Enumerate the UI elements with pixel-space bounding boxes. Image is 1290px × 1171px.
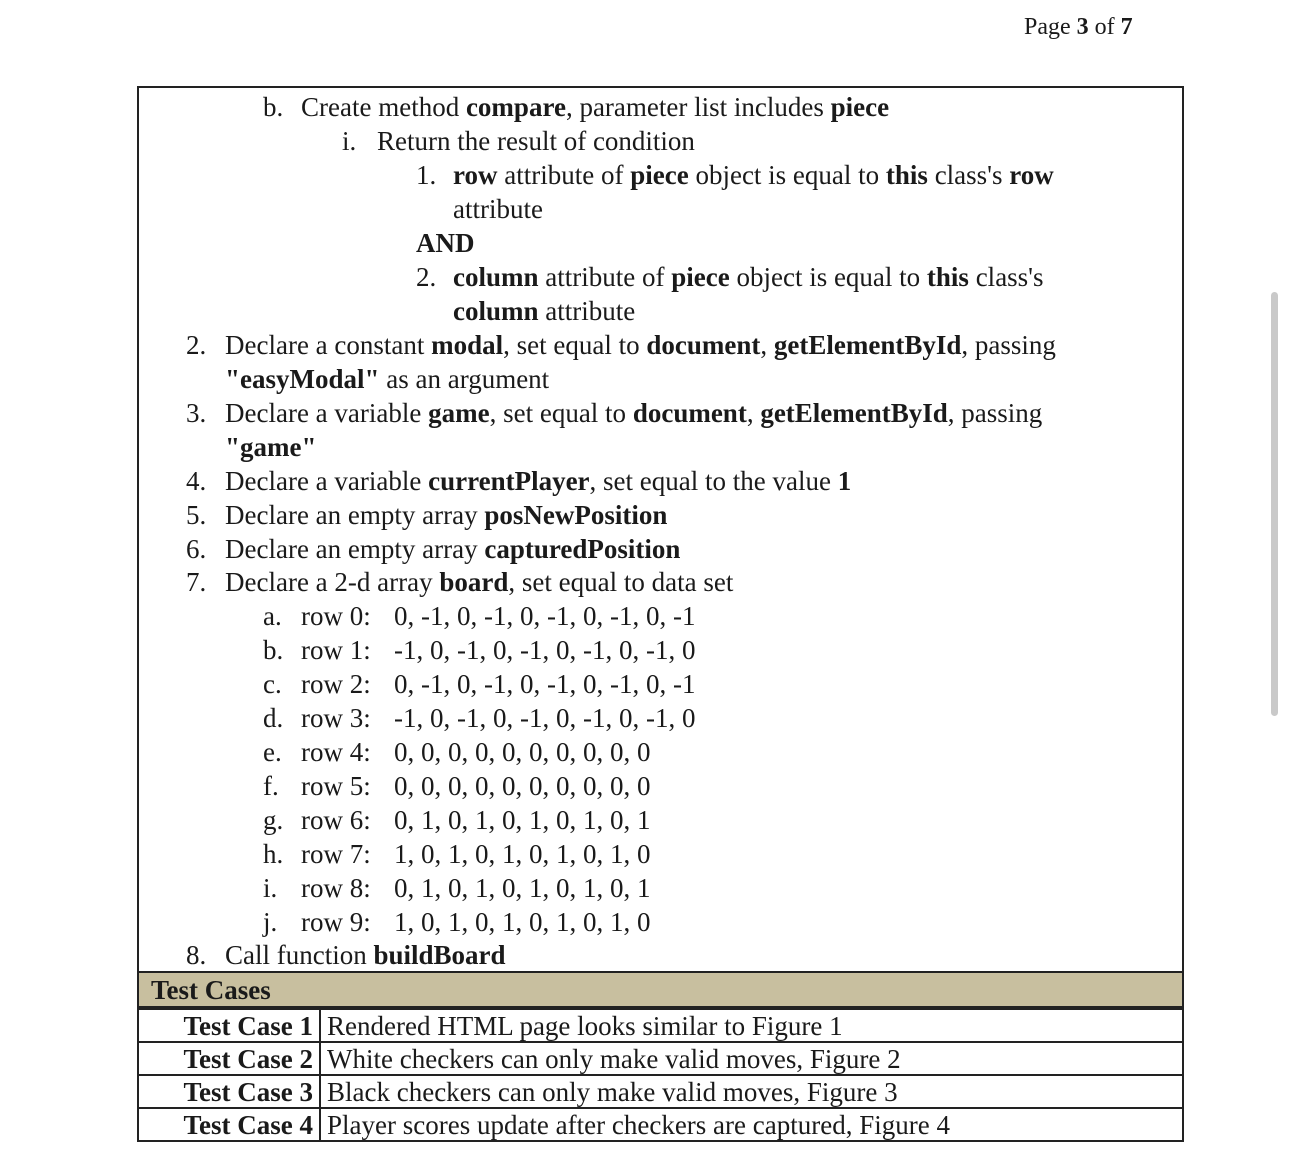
keyword: document	[632, 398, 747, 428]
text: 0, 0, 0, 0, 0, 0, 0, 0, 0, 0	[394, 737, 651, 767]
text: row 3:	[301, 703, 371, 733]
text: row 4:	[301, 737, 371, 767]
text: , set equal to the value	[589, 466, 838, 496]
step-b-marker: b.	[263, 92, 284, 122]
text: attribute of	[497, 160, 631, 190]
keyword: getElementById	[773, 330, 962, 360]
keyword: column	[453, 296, 539, 326]
step-8-line	[186, 938, 506, 972]
step-2-continuation	[225, 362, 549, 396]
test-case-description: White checkers can only make valid moves, Figure 2	[320, 1042, 1183, 1075]
text: object is equal to	[729, 262, 927, 292]
page-prefix: Page	[1024, 14, 1077, 40]
text: b.	[263, 635, 284, 665]
board-row	[263, 667, 695, 701]
page-number	[1024, 12, 1133, 42]
keyword: board	[439, 567, 509, 597]
text: -1, 0, -1, 0, -1, 0, -1, 0, -1, 0	[394, 703, 696, 733]
text: row 7:	[301, 839, 371, 869]
text: row 0:	[301, 601, 371, 631]
text: 1, 0, 1, 0, 1, 0, 1, 0, 1, 0	[394, 907, 651, 937]
test-case-description: Black checkers can only make valid moves, Figure 3	[320, 1075, 1183, 1108]
step-4-marker: 4.	[186, 466, 207, 496]
condition-2-continuation	[453, 294, 635, 328]
step-2-line	[186, 328, 1056, 362]
board-row	[263, 905, 651, 939]
text: row 6:	[301, 805, 371, 835]
text: j.	[263, 907, 278, 937]
text: -1, 0, -1, 0, -1, 0, -1, 0, -1, 0	[394, 635, 696, 665]
board-row	[263, 803, 651, 837]
step-b-i-marker: i.	[342, 126, 357, 156]
keyword: "game"	[225, 432, 317, 462]
text: ,	[746, 398, 761, 428]
condition-2-line	[416, 260, 1044, 294]
text: , set equal to	[503, 330, 647, 360]
text: , passing	[947, 398, 1043, 428]
keyword: this	[926, 262, 969, 292]
step-2-marker: 2.	[186, 330, 207, 360]
text: Declare a constant	[225, 330, 432, 360]
test-case-description: Rendered HTML page looks similar to Figure 1	[320, 1009, 1183, 1042]
text: class's	[927, 160, 1010, 190]
keyword: document	[646, 330, 761, 360]
board-row	[263, 837, 651, 871]
text: Declare an empty array	[225, 500, 485, 530]
table-row	[138, 1009, 1183, 1042]
text: attribute	[538, 296, 636, 326]
keyword: AND	[416, 228, 475, 258]
text: ,	[760, 330, 774, 360]
board-row	[263, 735, 651, 769]
keyword: modal	[431, 330, 504, 360]
text: row 2:	[301, 669, 371, 699]
step-3-line	[186, 396, 1042, 430]
text: , set equal to	[489, 398, 633, 428]
keyword: compare	[465, 92, 566, 122]
page-current: 3	[1076, 14, 1089, 40]
text: 0, 1, 0, 1, 0, 1, 0, 1, 0, 1	[394, 873, 651, 903]
test-case-label: Test Case 1	[138, 1009, 320, 1042]
step-6-marker: 6.	[186, 534, 207, 564]
text: g.	[263, 805, 284, 835]
text: Return the result of condition	[377, 126, 695, 156]
condition-2-marker: 2.	[416, 262, 437, 292]
text: , set equal to data set	[508, 567, 734, 597]
keyword: posNewPosition	[484, 500, 668, 530]
board-row	[263, 633, 695, 667]
text: row 8:	[301, 873, 371, 903]
test-cases-header: Test Cases	[137, 971, 1184, 1008]
keyword: "easyModal"	[225, 364, 380, 394]
text: object is equal to	[688, 160, 886, 190]
step-8-marker: 8.	[186, 940, 207, 970]
step-7-marker: 7.	[186, 567, 207, 597]
keyword: piece	[630, 160, 689, 190]
text: Declare an empty array	[225, 534, 485, 564]
step-5-line	[186, 498, 667, 532]
test-case-label: Test Case 4	[138, 1108, 320, 1141]
text: 0, -1, 0, -1, 0, -1, 0, -1, 0, -1	[394, 669, 696, 699]
text: 0, 0, 0, 0, 0, 0, 0, 0, 0, 0	[394, 771, 651, 801]
step-6-line	[186, 532, 680, 566]
board-row	[263, 701, 695, 735]
test-case-label: Test Case 2	[138, 1042, 320, 1075]
keyword: this	[885, 160, 928, 190]
keyword: getElementById	[760, 398, 948, 428]
keyword: piece	[830, 92, 890, 122]
condition-1-marker: 1.	[416, 160, 437, 190]
text: Create method	[301, 92, 466, 122]
step-7-line	[186, 565, 733, 599]
text: f.	[263, 771, 279, 801]
step-b-line	[263, 90, 889, 124]
keyword: column	[453, 262, 539, 292]
text: attribute of	[538, 262, 672, 292]
text: row 1:	[301, 635, 371, 665]
text: e.	[263, 737, 282, 767]
test-cases-table	[137, 1008, 1184, 1142]
text: row 5:	[301, 771, 371, 801]
page-of: of	[1088, 14, 1121, 40]
step-b-i-line	[342, 124, 695, 158]
step-3-continuation	[225, 430, 316, 464]
table-row	[138, 1075, 1183, 1108]
keyword: game	[428, 398, 490, 428]
text: class's	[968, 262, 1044, 292]
text: d.	[263, 703, 284, 733]
condition-1-continuation	[453, 192, 543, 226]
test-case-label: Test Case 3	[138, 1075, 320, 1108]
text: row 9:	[301, 907, 371, 937]
keyword: currentPlayer	[428, 466, 590, 496]
text: 0, -1, 0, -1, 0, -1, 0, -1, 0, -1	[394, 601, 696, 631]
text: Declare a 2-d array	[225, 567, 440, 597]
text: Call function	[225, 940, 374, 970]
board-row	[263, 871, 651, 905]
keyword: row	[1009, 160, 1054, 190]
keyword: row	[453, 160, 498, 190]
board-row	[263, 599, 695, 633]
vertical-scrollbar[interactable]	[1271, 292, 1278, 716]
board-row	[263, 769, 651, 803]
step-3-marker: 3.	[186, 398, 207, 428]
text: 0, 1, 0, 1, 0, 1, 0, 1, 0, 1	[394, 805, 651, 835]
step-4-line	[186, 464, 851, 498]
condition-1-line	[416, 158, 1054, 192]
page-total: 7	[1120, 14, 1133, 40]
text: , parameter list includes	[565, 92, 831, 122]
text: attribute	[453, 194, 543, 224]
table-row	[138, 1042, 1183, 1075]
text: c.	[263, 669, 282, 699]
text: as an argument	[379, 364, 550, 394]
text: a.	[263, 601, 282, 631]
keyword: 1	[837, 466, 852, 496]
text: h.	[263, 839, 284, 869]
text: Declare a variable	[225, 466, 429, 496]
keyword: buildBoard	[373, 940, 506, 970]
keyword: piece	[671, 262, 730, 292]
text: 1, 0, 1, 0, 1, 0, 1, 0, 1, 0	[394, 839, 651, 869]
table-row	[138, 1108, 1183, 1141]
text: i.	[263, 873, 278, 903]
text: , passing	[961, 330, 1056, 360]
text: Declare a variable	[225, 398, 429, 428]
and-operator	[416, 226, 475, 260]
keyword: capturedPosition	[484, 534, 681, 564]
step-5-marker: 5.	[186, 500, 207, 530]
test-case-description: Player scores update after checkers are captured, Figure 4	[320, 1108, 1183, 1141]
